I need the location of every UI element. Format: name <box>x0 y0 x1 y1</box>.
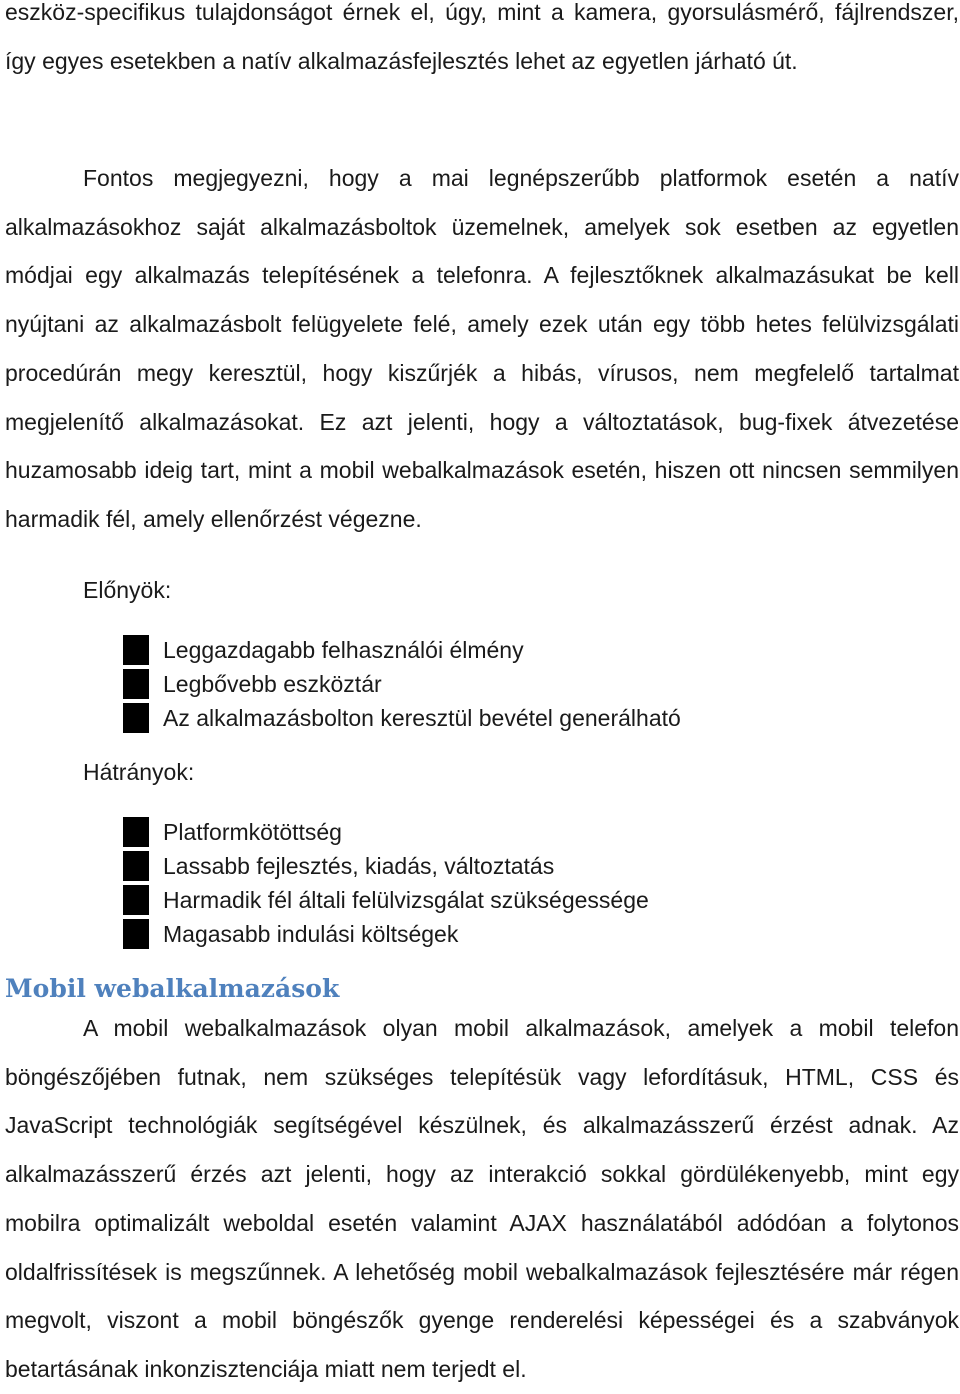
list-item-text: Harmadik fél általi felülvizsgálat szükségessége <box>163 886 649 913</box>
bullet-icon <box>123 919 149 949</box>
list-item-text: Legbővebb eszköztár <box>163 670 382 697</box>
list-item <box>123 701 681 735</box>
list-item-text: Az alkalmazásbolton keresztül bevétel generálható <box>163 704 681 731</box>
paragraph-mobile-webapps <box>5 1004 959 1394</box>
list-item <box>123 633 681 667</box>
bullet-icon <box>123 851 149 881</box>
advantages-list <box>123 633 681 735</box>
bullet-icon <box>123 669 149 699</box>
disadvantages-label: Hátrányok: <box>83 759 195 785</box>
advantages-label: Előnyök: <box>83 577 172 603</box>
paragraph-intro-continued: eszköz-specifikus tulajdonságot érnek el, úgy, mint a kamera, gyorsulásmérő, fájlrendszer, így egyes esetekben a natív alkalmazásfejlesztés lehet az egyetlen járható út. <box>5 0 959 74</box>
list-item <box>123 883 649 917</box>
list-item <box>123 917 649 951</box>
bullet-icon <box>123 703 149 733</box>
bullet-icon <box>123 635 149 665</box>
bullet-icon <box>123 817 149 847</box>
paragraph-app-stores-text: Fontos megjegyezni, hogy a mai legnépszerűbb platformok esetén a natív alkalmazásokhoz saját alkalmazásboltok üzemelnek, amelyek sok esetben az egyetlen módjai egy alkalmazás telepítésének a telefonra. A fejlesztőknek alkalmazásukat be kell nyújtani az alkalmazásbolt felügyelete felé, amely ezek után egy több hetes felülvizsgálati procedúrán megy keresztül, hogy kiszűrjék a hibás, vírusos, nem megfelelő tartalmat megjelenítő alkalmazásokat. Ez azt jelenti, hogy a változtatások, bug-fixek átvezetése huzamosabb ideig tart, mint a mobil webalkalmazások esetén, hiszen ott nincsen semmilyen harmadik fél, amely ellenőrzést végezne. <box>5 165 959 532</box>
list-item-text: Lassabb fejlesztés, kiadás, változtatás <box>163 852 555 879</box>
list-item-text: Leggazdagabb felhasználói élmény <box>163 636 524 663</box>
list-item <box>123 849 649 883</box>
paragraph-app-stores <box>5 154 959 544</box>
bullet-icon <box>123 885 149 915</box>
list-item-text: Platformkötöttség <box>163 818 342 845</box>
list-item-text: Magasabb indulási költségek <box>163 920 459 947</box>
section-heading: Mobil webalkalmazások <box>5 974 340 1003</box>
list-item <box>123 815 649 849</box>
disadvantages-list <box>123 815 649 951</box>
list-item <box>123 667 681 701</box>
paragraph-mobile-webapps-text: A mobil webalkalmazások olyan mobil alkalmazások, amelyek a mobil telefon böngészőjében futnak, nem szükséges telepítésük vagy lefordításuk, HTML, CSS és JavaScript technológiák segítségével készülnek, és alkalmazásszerű érzést adnak. Az alkalmazásszerű érzés azt jelenti, hogy az interakció sokkal gördülékenyebb, mint egy mobilra optimalizált weboldal esetén valamint AJAX használatából adódóan a folytonos oldalfrissítések is megszűnnek. A lehetőség mobil webalkalmazások fejlesztésére már régen megvolt, viszont a mobil böngészők gyenge renderelési képességei és a szabványok betartásának inkonzisztenciája miatt nem terjedt el. <box>5 1015 959 1382</box>
